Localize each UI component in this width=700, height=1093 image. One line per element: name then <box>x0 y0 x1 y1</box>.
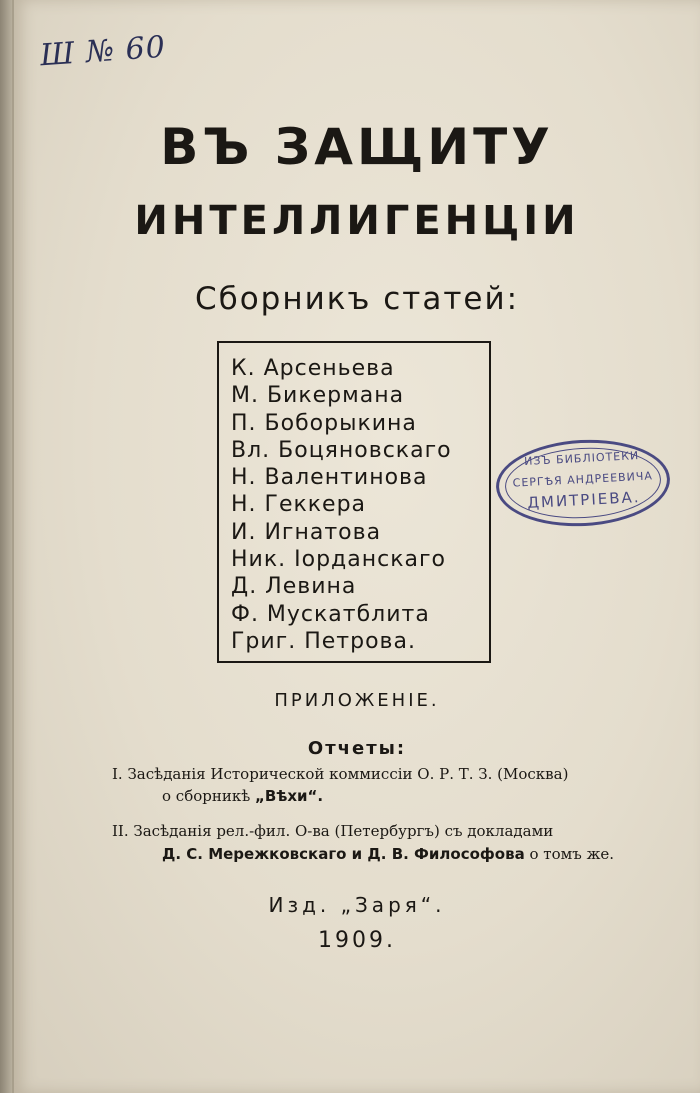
publication-year: 1909. <box>318 928 396 953</box>
authors-list <box>219 343 489 655</box>
author-item: П. Боборыкина <box>231 410 417 436</box>
title-line-1: ВЪ ЗАЩИТУ <box>160 118 554 176</box>
report-item-1: I. Засѣданія Исторической коммиссіи О. Р. Т. З. (Москва) <box>112 765 569 783</box>
stamp-line-3: ДМИТРІЕВА. <box>526 488 641 512</box>
author-item: И. Игнатова <box>231 519 382 545</box>
title-line-2: ИНТЕЛЛИГЕНЦІИ <box>134 198 580 244</box>
report-item-1-prefix: о сборникѣ <box>162 787 256 805</box>
author-item: Ф. Мускатблита <box>231 601 430 627</box>
reports-heading: Отчеты: <box>307 738 407 759</box>
author-item: Григ. Петрова. <box>231 628 416 654</box>
subtitle: Сборникъ статей: <box>194 281 520 317</box>
title-page <box>12 0 700 1093</box>
appendix-heading: ПРИЛОЖЕНІЕ. <box>274 690 440 711</box>
report-item-2-continued <box>162 845 614 863</box>
author-item: Ник. Іорданскаго <box>231 547 446 573</box>
book-spine-edge <box>0 0 12 1093</box>
stamp-line-2: СЕРГѢЯ АНДРЕЕВИЧА <box>512 469 654 490</box>
author-item: Вл. Боцяновскаго <box>231 437 452 463</box>
handwritten-shelfmark: Ш № 60 <box>38 29 167 74</box>
report-item-2-suffix: о томъ же. <box>524 845 615 863</box>
author-item: М. Бикермана <box>231 383 405 409</box>
author-item: Н. Геккера <box>231 492 367 518</box>
publisher: Изд. „Заря“. <box>268 893 446 917</box>
author-item: К. Арсеньева <box>231 356 395 381</box>
report-item-2: II. Засѣданія рел.-фил. О-ва (Петербургъ) съ докладами <box>112 822 554 840</box>
library-stamp <box>494 436 672 531</box>
author-item: Д. Левина <box>231 574 357 600</box>
authors-box <box>217 341 491 663</box>
report-item-1-continued <box>162 787 323 805</box>
report-item-2-speakers: Д. С. Мережковскаго и Д. В. Философова <box>162 845 525 863</box>
stamp-line-1: ИЗЪ БИБЛІОТЕКИ <box>523 449 640 469</box>
report-item-1-title: „Вѣхи“. <box>255 787 324 805</box>
author-item: Н. Валентинова <box>231 465 428 491</box>
